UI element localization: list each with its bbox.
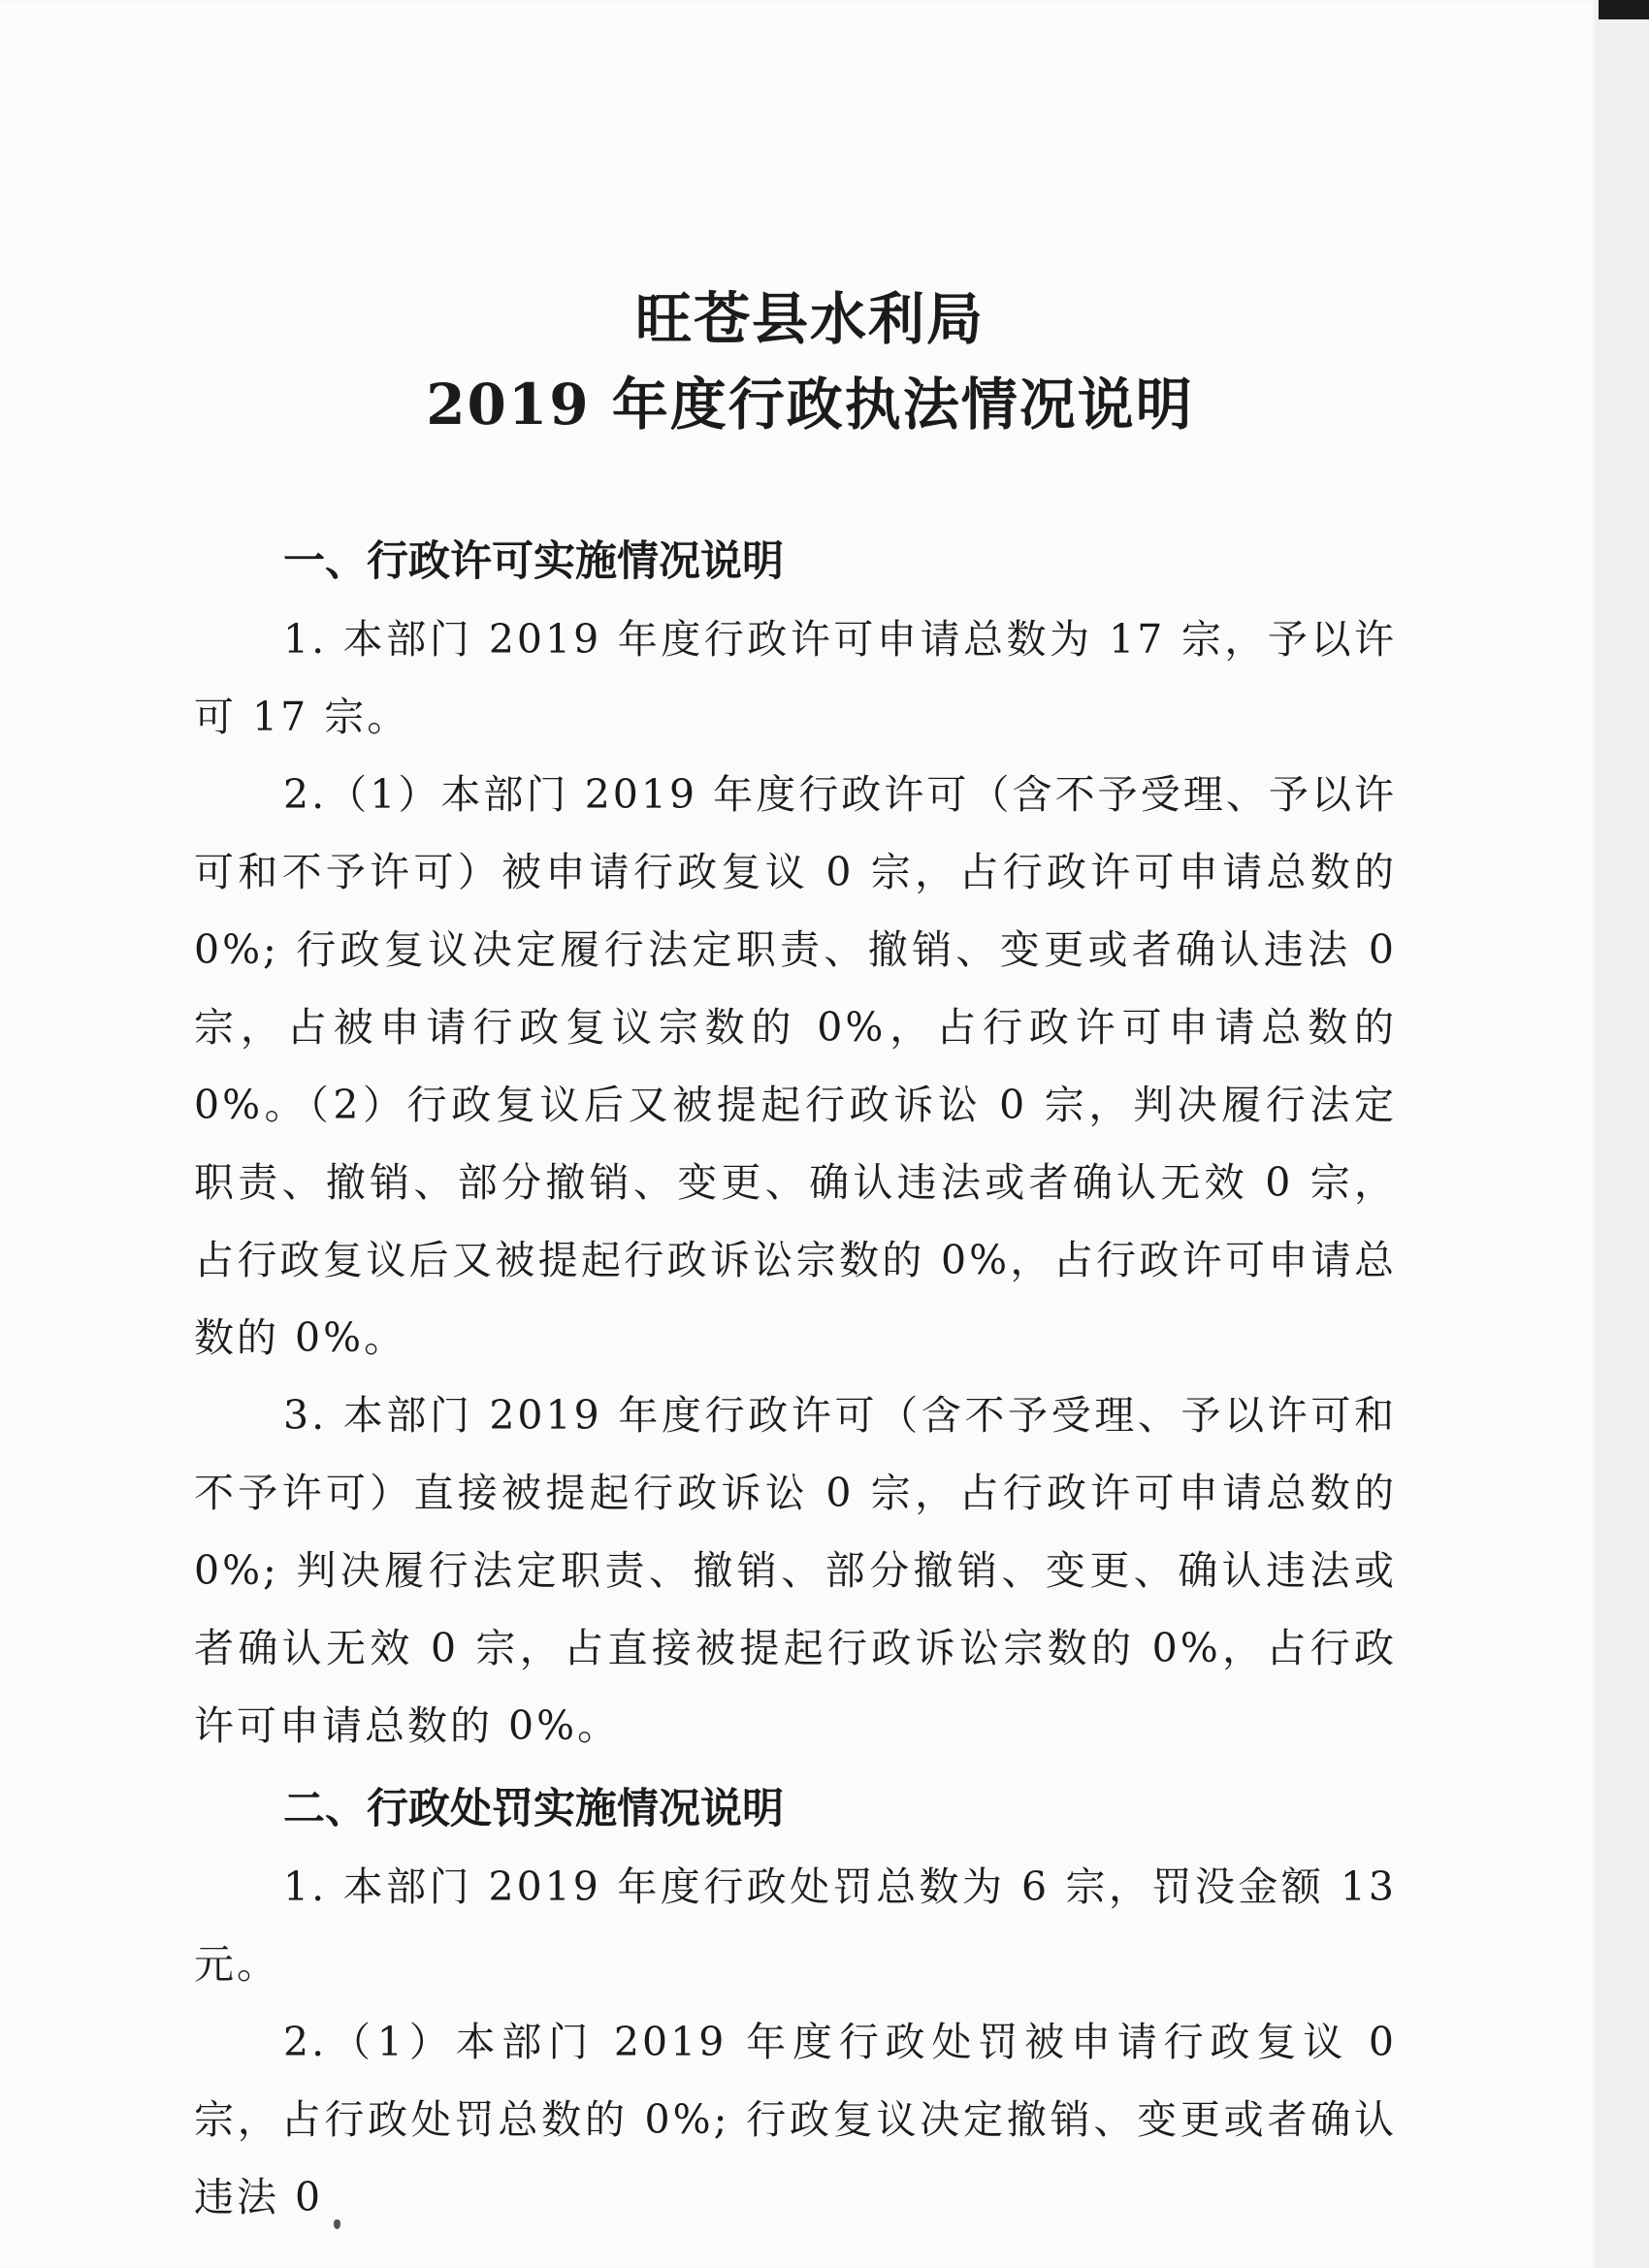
section-1-paragraph-3: 3. 本部门 2019 年度行政许可（含不予受理、予以许可和不予许可）直接被提起行政诉讼 0 宗，占行政许可申请总数的 0%; 判决履行法定职责、撤销、部分撤销、变更、确认违法或者确认无效 0 宗，占直接被提起行政诉讼宗数的 0%，占行政许可申请总数的 0%。 [194,1392,1397,1749]
scan-speck [334,2219,340,2229]
section-1-paragraph-2: 2.（1）本部门 2019 年度行政许可（含不予受理、予以许可和不予许可）被申请行政复议 0 宗，占行政许可申请总数的 0%; 行政复议决定履行法定职责、撤销、变更或者确认违法 0 宗，占被申请行政复议宗数的 0%，占行政许可申请总数的 0%。（2）行政复议后又被提起行政诉讼 0 宗，判决履行法定职责、撤销、部分撤销、变更、确认违法或者确认无效 0 宗，占行政复议后又被提起行政诉讼宗数的 0%，占行政许可申请总数的 0%。 [194,771,1397,1361]
title-line-2: 2019 年度行政执法情况说明 [426,372,1194,437]
section-2-heading: 二、行政处罚实施情况说明 [283,1785,784,1833]
section-1-paragraph-1: 1. 本部门 2019 年度行政许可申请总数为 17 宗，予以许可 17 宗。 [194,616,1397,740]
section-2-paragraph-2: 2.（1）本部门 2019 年度行政处罚被申请行政复议 0 宗，占行政处罚总数的 0%; 行政复议决定撤销、变更或者确认违法 0 [194,2019,1397,2220]
title-line-1: 旺苍县水利局 [634,286,985,352]
section-1-heading: 一、行政许可实施情况说明 [283,537,784,586]
document-title [223,276,1397,447]
section-2-paragraph-1: 1. 本部门 2019 年度行政处罚总数为 6 宗，罚没金额 13 元。 [194,1863,1397,1988]
scan-corner-mark [1599,0,1649,19]
scan-edge [1596,0,1649,2268]
document-body [194,276,1397,2236]
